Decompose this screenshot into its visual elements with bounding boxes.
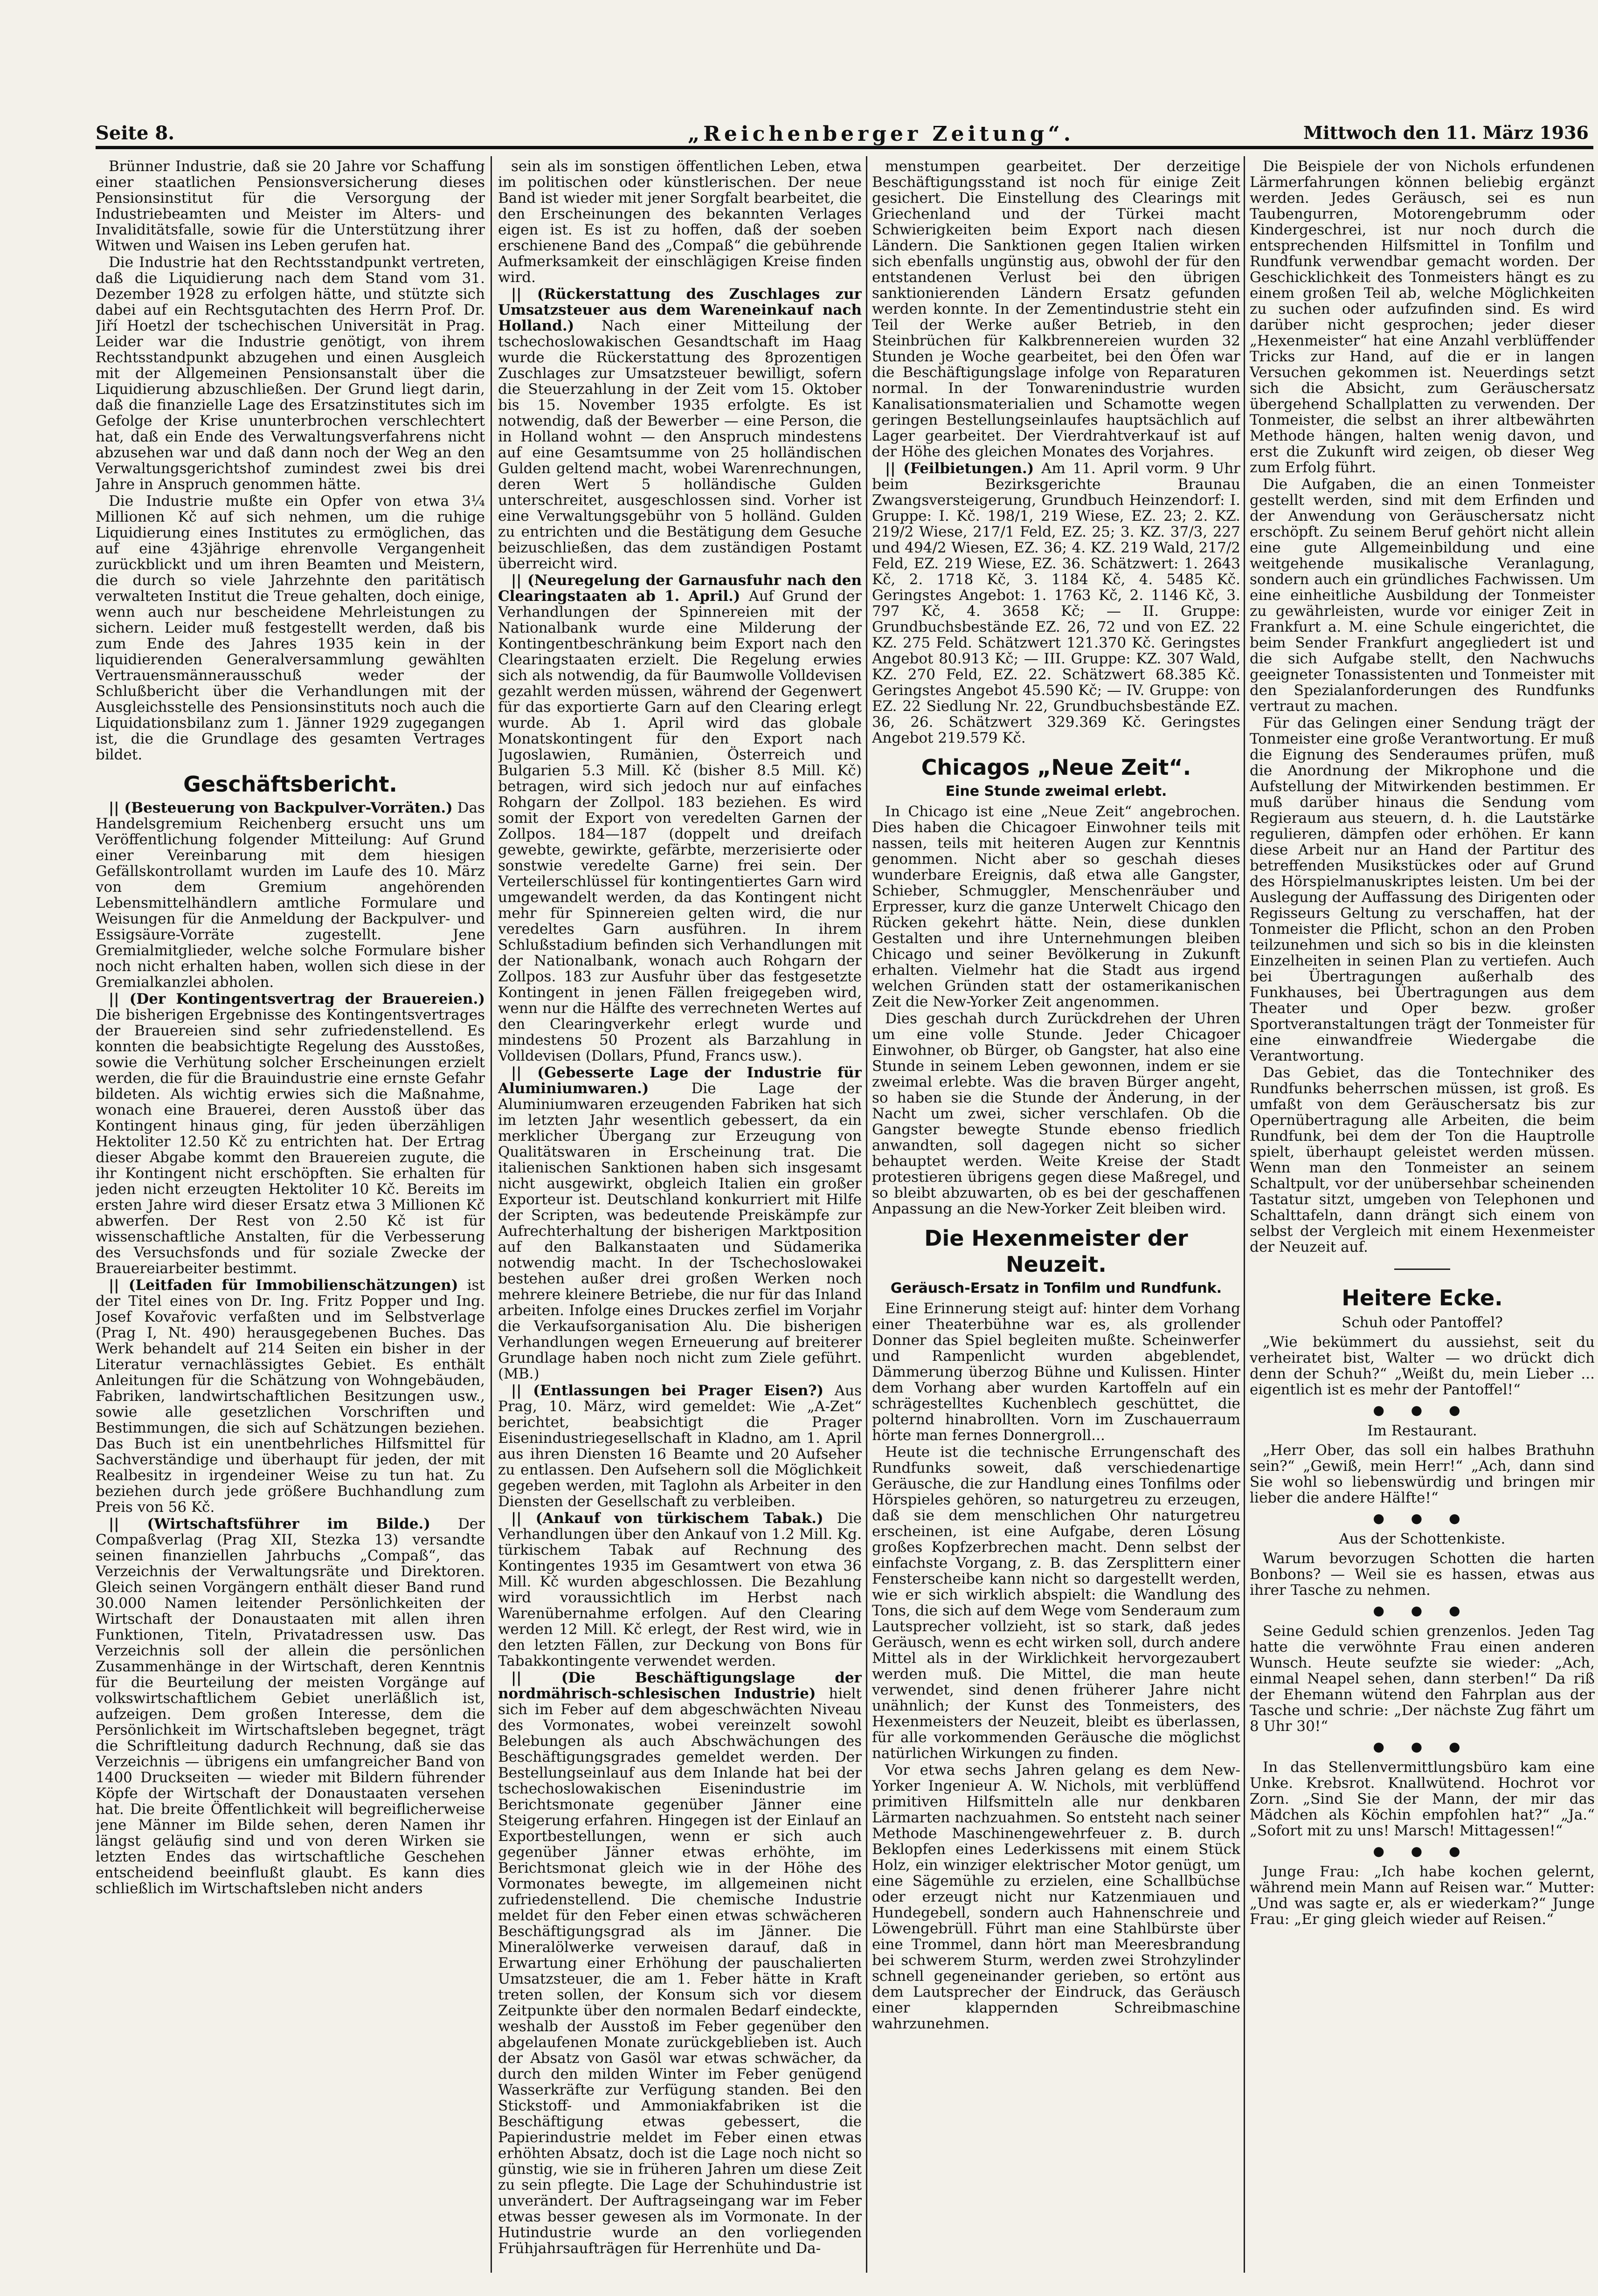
article-subheading: Geräusch-Ersatz in Tonfilm und Rundfunk. xyxy=(890,1280,1222,1296)
item-headline: || (Ankauf von türkischem Tabak.) xyxy=(511,1510,823,1527)
article-paragraph: menstumpen gearbeitet. Der derzeitige Beschäftigungsstand ist noch für einige Zeit gesichert. Die Einstellung des Clearings mit Griechenland und der Türkei macht Schwierigkeiten beim Export nach diesen Ländern. Die Sanktionen gegen Italien wirken sich ebenfalls ungünstig aus, obwohl der für den entstandenen Verlust bei den übrigen sanktionierenden Ländern Ersatz gefunden werden konnte. In der Zementindustrie steht ein Teil der Werke außer Betrieb, in den Steinbrüchen für Kalkbrennereien wurden 32 Stunden je Woche gearbeitet, bei den Öfen war die Beschäftigungslage infolge von Reparaturen normal. In der Tonwarenindustrie wurden Kanalisationsmaterialien und Schamotte wegen geringen Bestellungseinlaufes hauptsächlich auf Lager gearbeitet. Der Vierdrahtverkauf ist auf der Höhe des gleichen Monates des Vorjahres. xyxy=(872,159,1240,460)
news-item xyxy=(96,1277,485,1515)
news-item xyxy=(872,461,1240,746)
news-item xyxy=(498,1383,862,1510)
star-separator: ● ● ● xyxy=(1373,1843,1472,1859)
article-paragraph: Die Beispiele der von Nichols erfundenen Lärmerfahrungen können beliebig ergänzt werden. Jedes Geräusch, sei es nun Taubengurren, Motorengebrumm oder Kindergeschrei, ist nur noch durch die entsprechenden Hilfsmittel in Tonfilm und Rundfunk verwendbar gemacht worden. Der Geschicklichkeit des Tonmeisters hängt es zu einem großen Teil ab, welche Möglichkeiten zu suchen oder aufzufinden sind. Es wird darüber nicht gesprochen; jeder dieser „Hexenmeister“ hat eine Anzahl verblüffender Tricks zur Hand, auf die er in langen Versuchen gekommen ist. Neuerdings setzt sich die Absicht, zum Geräuschersatz übergehend Schallplatten zu verwenden. Der Tonmeister, die selbst an ihrer altbewährten Methode hängen, halten wenig davon, und erst die Zukunft wird zeigen, ob dieser Weg zum Erfolg führt. xyxy=(1250,159,1595,476)
column-2 xyxy=(498,159,862,2270)
header-rule xyxy=(96,146,1593,149)
article-paragraph: Dies geschah durch Zurückdrehen der Uhren um eine volle Stunde. Jeder Chicagoer Einwohner, ob Bürger, ob Gangster, hat also eine Stunde in seinem Leben gewonnen, indem er sie zweimal erlebte. Was die braven Bürger angeht, so haben sie die Stunde der Änderung, in der Nacht um zwei, sicher verschlafen. Ob die Gangster bewegte Stunde ebenso friedlich anwandten, soll dagegen nicht so sicher behauptet werden. Weite Kreise der Stadt protestieren übrigens gegen diese Maßregel, und so bleibt abzuwarten, ob es bei der geschaffenen Anpassung an die New-Yorker Zeit bleiben wird. xyxy=(872,1010,1240,1217)
news-item xyxy=(498,572,862,1064)
article-paragraph: Die Industrie mußte ein Opfer von etwa 3¼ Millionen Kč auf sich nehmen, um die ruhige Liquidierung eines Institutes zu ermöglichen, das auf eine 43jährige ehrenvolle Vergangenheit zurückblickt und um ihren Beamten und Meistern, die durch so viele Jahrzehnte den paritätisch verwalteten Institut die Treue gehalten, doch einige, wenn auch nur bescheidene Mehrleistungen zu sichern. Leider muß festgestellt werden, daß bis zum Ende des Jahres 1935 kein in der liquidierenden Generalversammlung gewählten Vertrauensmännerausschuß weder der Schlußbericht über die Verhandlungen mit der Ausgleichsstelle des Pensionsinstituts noch auch die Liquidationsbilanz zum 1. Jänner 1929 zugegangen ist, die die Grundlage des gesamten Vertrages bildet. xyxy=(96,493,485,763)
item-headline: || (Der Kontingentsvertrag der Brauereien.) xyxy=(109,991,485,1007)
item-headline: || (Entlassungen bei Prager Eisen?) xyxy=(511,1382,824,1399)
article-subheading: Eine Stunde zweimal erlebt. xyxy=(945,783,1167,800)
joke-title: Schuh oder Pantoffel? xyxy=(1342,1314,1503,1331)
item-headline: || (Neuregelung der Garnausfuhr nach den Clearingstaaten ab 1. April.) xyxy=(498,572,862,605)
item-text: Der Compaßverlag (Prag XII, Stezka 13) versandte seinen finanziellen Jahrbuchs „Compaß“, das Verzeichnis der Verwaltungsräte und Direktoren. Gleich seinen Vorgängern enthält dieser Band rund 30.000 Namen leitender Persönlichkeiten der Wirtschaft der Donaustaaten mit allen ihren Funktionen, Titeln, Privatadressen usw. Das Verzeichnis soll der allein die persönlichen Zusammenhänge in der Wirtschaft, deren Kenntnis für die Beurteilung der meisten Vorgänge auf volkswirtschaftlichem Gebiet unerläßlich ist, aufzeigen. Dem großen Interesse, dem die Persönlichkeit im Wirtschaftsleben begegnet, trägt die Schriftleitung dadurch Rechnung, daß sie das Verzeichnis — übrigens ein umfangreicher Band von 1400 Druckseiten — wieder mit Bildern führender Köpfe der Wirtschaft der Donaustaaten versehen hat. Die breite Öffentlichkeit will begreiflicherweise jene Männer im Bilde sehen, deren Namen ihr längst geläufig sind und von deren Wirken sie letzten Endes das wirtschaftliche Geschehen entscheidend beeinflußt glaubt. Es kann dies schließlich im Wirtschaftsleben nicht anders xyxy=(96,1516,485,1897)
article-paragraph: Die Industrie hat den Rechtsstandpunkt vertreten, daß die Liquidierung nach dem Stand vom 31. Dezember 1928 zu erfolgen hätte, und stützte sich dabei auf ein Rechtsgutachten des Herrn Prof. Dr. Jiří Hoetzl der tschechischen Universität in Prag. Leider war die Industrie genötigt, von ihrem Rechtsstandpunkt abzugehen und einen Ausgleich mit der Allgemeinen Pensionsanstalt über die Liquidierung abzuschließen. Der Grund liegt darin, daß die finanzielle Lage des Ersatzinstitutes sich im Gefolge der Krise ununterbrochen verschlechtert hat, daß ein Ende des Verwaltungsverfahrens nicht abzusehen war und daß dann noch der Weg an den Verwaltungsgerichtshof zumindest zwei bis drei Jahre in Anspruch genommen hätte. xyxy=(96,254,485,493)
item-text: Am 11. April vorm. 9 Uhr beim Bezirksgerichte Braunau Zwangsversteigerung, Grundbuch Heinzendorf: I. Gruppe: I. Kč. 198/1, 219 Wiese, EZ. 23; 2. KZ. 219/2 Wiese, 217/1 Feld, EZ. 25; 3. KZ. 37/3, 227 und 494/2 Wiesen, EZ. 36; 4. KZ. 219 Wald, 217/2 Feld, EZ. 219 Wiese, EZ. 36. Schätzwert: 1. 2643 Kč, 2. 1718 Kč, 3. 1184 Kč, 4. 5485 Kč. Geringstes Angebot: 1. 1763 Kč, 2. 1146 Kč, 3. 797 Kč, 4. 3658 Kč; — II. Gruppe: Grundbuchsbestände EZ. 26, 72 und von EZ. 22 KZ. 275 Feld. Schätzwert 121.370 Kč. Geringstes Angebot 80.913 Kč; — III. Gruppe: KZ. 307 Wald, KZ. 270 Feld, EZ. 22. Schätzwert 68.385 Kč. Geringstes Angebot 45.590 Kč; — IV. Gruppe: von EZ. 22 Siedlung Nr. 22, Grundbuchsbestände EZ. 36, 26. Schätzwert 329.369 Kč. Geringstes Angebot 219.579 Kč. xyxy=(872,460,1240,746)
item-headline: || (Leitfaden für Immobilienschätzungen) xyxy=(109,1277,458,1294)
column-4 xyxy=(1250,159,1595,2270)
item-headline: || (Die Beschäftigungslage der nordmährisch-schlesischen Industrie) xyxy=(498,1669,862,1702)
article-paragraph: Brünner Industrie, daß sie 20 Jahre vor Schaffung einer staatlichen Pensionsversicherung dieses Pensionsinstitut für die Versorgung der Industriebeamten und Meister im Alters- und Invaliditätsfalle, sowie für die Unterstützung ihrer Witwen und Waisen ins Leben gerufen hat. xyxy=(96,159,485,254)
article-paragraph: Die Aufgaben, die an einen Tonmeister gestellt werden, sind mit dem Erfinden und der Anwendung von Geräuschersatz nicht erschöpft. Zu seinem Beruf gehört nicht allein eine gute Allgemeinbildung und eine weitgehende musikalische Veranlagung, sondern auch ein gründliches Fachwissen. Um eine einheitliche Ausbildung der Tonmeister zu gewährleisten, wurde vor einiger Zeit in Frankfurt a. M. eine Schule eingerichtet, die beim Sender Frankfurt angegliedert ist und die sich Aufgabe stellt, den Nachwuchs geeigneter Tonassistenten und Tonmeister mit den Spezialanforderungen des Rundfunks vertraut zu machen. xyxy=(1250,476,1595,715)
joke-title: Im Restaurant. xyxy=(1367,1422,1477,1439)
news-item xyxy=(96,800,485,990)
star-separator: ● ● ● xyxy=(1373,1739,1472,1754)
joke-title: Aus der Schottenkiste. xyxy=(1339,1531,1506,1547)
newspaper-title: „Reichenberger Zeitung“. xyxy=(688,122,1075,146)
item-headline: || (Feilbietungen.) xyxy=(885,460,1034,477)
star-separator: ● ● ● xyxy=(1373,1510,1472,1526)
news-item xyxy=(96,1516,485,1896)
article-paragraph: Heute ist die technische Errungenschaft des Rundfunks soweit, daß verschiedenartige Geräusche, die zur Handlung eines Tonfilms oder Hörspieles gehören, so naturgetreu zu erzeugen, daß sie dem menschlichen Ohr naturgetreu erscheinen, ist eine Aufgabe, deren Lösung großes Kopfzerbrechen macht. Denn selbst der einfachste Vorgang, z. B. das Zersplittern einer Fensterscheibe kann nicht so dargestellt werden, wie er sich wirklich abspielt: die Wandlung des Tons, die sich auf dem Wege vom Senderaum zum Lautsprecher vollzieht, ist so stark, daß jedes Geräusch, wenn es echt wirken soll, durch andere Mittel als in der Wirklichkeit hervorgezaubert werden muß. Die Mittel, die man heute verwendet, sind denen früherer Jahre nicht unähnlich; der Kunst des Tonmeisters, des Hexenmeisters der Neuzeit, bleibt es überlassen, für alle vorkommenden Geräusche die möglichst natürlichen Wirkungen zu finden. xyxy=(872,1444,1240,1762)
column-divider xyxy=(1244,156,1245,2273)
issue-date: Mittwoch den 11. März 1936 xyxy=(1303,122,1589,143)
section-heading: Heitere Ecke. xyxy=(1342,1285,1503,1310)
joke-text: Warum bevorzugen Schotten die harten Bonbons? — Weil sie es hassen, etwas aus ihrer Tasche zu nehmen. xyxy=(1250,1550,1595,1599)
article-paragraph: sein als im sonstigen öffentlichen Leben, etwa im politischen oder künstlerischen. Der neue Band ist wieder mit jener Sorgfalt bearbeitet, die den Erscheinungen des bekannten Verlages eigen ist. Es ist zu hoffen, daß der soeben erschienene Band des „Compaß“ die gebührende Aufmerksamkeit der einschlägigen Kreise finden wird. xyxy=(498,159,862,286)
column-1 xyxy=(96,159,485,2270)
news-item xyxy=(498,1670,862,2256)
column-3 xyxy=(872,159,1240,2270)
item-text: Nach einer Mitteilung der tschechoslowakischen Gesandtschaft im Haag wurde die Rückerstattung des 8prozentigen Zuschlages zur Umsatzsteuer bewilligt, sofern die Steuerzahlung in der Zeit vom 15. Oktober bis 15. November 1935 erfolgte. Es ist notwendig, daß der Bewerber — eine Person, die in Holland wohnt — den Anspruch mindestens auf eine Gesamtsumme von 25 holländischen Gulden geltend macht, wobei Warenrechnungen, deren Wert 5 holländische Gulden unterschreitet, ausgeschlossen sind. Vorher ist eine Verwaltungsgebühr von 5 holländ. Gulden zu entrichten und die Bestätigung dem Gesuche beizuschließen, das dem zuständigen Postamt überreicht wird. xyxy=(498,317,862,572)
item-headline: || (Rückerstattung des Zuschlages zur Umsatzsteuer aus dem Wareneinkauf nach Holland.) xyxy=(498,286,862,334)
article-heading: Die Hexenmeister der Neuzeit. xyxy=(924,1226,1188,1277)
section-heading: Geschäftsbericht. xyxy=(183,772,397,797)
article-heading: Chicagos „Neue Zeit“. xyxy=(921,755,1191,780)
joke-text: „Wie bekümmert du aussiehst, seit du verheiratet bist, Walter — wo drückt dich denn der Schuh?“ „Weißt du, mein Lieber ... eigentlich ist es mehr der Pantoffel!“ xyxy=(1250,1334,1595,1398)
star-separator: ● ● ● xyxy=(1373,1402,1472,1418)
news-item xyxy=(96,991,485,1276)
article-paragraph: Vor etwa sechs Jahren gelang es dem New-Yorker Ingenieur A. W. Nichols, mit verblüffend primitiven Hilfsmitteln alle nur denkbaren Lärmarten nachzuahmen. So entsteht nach seiner Methode Maschinengewehrfeuer z. B. durch Beklopfen eines Lederkissens mit einem Stück Holz, ein winziger elektrischer Motor genügt, um eine Sägemühle zu erzielen, eine Schallbüchse oder erzeugt nicht nur Katzenmiauen und Hundegebell, sondern auch Hahnenschreie und Löwengebrüll. Führt man eine Stahlbürste über eine Trommel, dann hört man Meeresbrandung bei schwerem Sturm, werden zwei Strohzylinder schnell gegeneinander gerieben, so ertönt aus dem Lautsprecher der Eindruck, das Geräusch einer klappernden Schreibmaschine wahrzunehmen. xyxy=(872,1762,1240,2032)
joke-text: Junge Frau: „Ich habe kochen gelernt, während mein Mann auf Reisen war.“ Mutter: „Und was sagte er, als er wiederkam?“ Junge Frau: „Er ging gleich wieder auf Reisen.“ xyxy=(1250,1863,1595,1928)
article-paragraph: In Chicago ist eine „Neue Zeit“ angebrochen. Dies haben die Chicagoer Einwohner teils mit nassen, teils mit heiteren Augen zur Kenntnis genommen. Nicht aber so geschah dieses wunderbare Ereignis, daß etwa alle Gangster, Schieber, Schmuggler, Menschenräuber und Erpresser, kurz die ganze Unterwelt Chicago den Rücken gekehrt hätte. Nein, diese dunklen Gestalten und ihre Unternehmungen bleiben Chicago und seiner Bevölkerung in Zukunft erhalten. Vielmehr hat die Stadt aus irgend welchen Gründen statt der ostamerikanischen Zeit die New-Yorker Zeit angenommen. xyxy=(872,803,1240,1010)
joke-text: „Herr Ober, das soll ein halbes Brathuhn sein?“ „Gewiß, mein Herr!“ „Ach, dann sind Sie wohl so liebenswürdig und bringen mir lieber die andere Hälfte!“ xyxy=(1250,1442,1595,1506)
star-separator: ● ● ● xyxy=(1373,1603,1472,1618)
item-text: Aus Prag, 10. März, wird gemeldet: Wie „A-Zet“ berichtet, beabsichtigt die Prager Eisenindustriegesellschaft in Kladno, am 1. April aus ihren Diensten 16 Beamte und 20 Aufseher zu entlassen. Den Aufsehern soll die Möglichkeit gegeben werden, mit Taglohn als Arbeiter in den Diensten der Gesellschaft zu verbleiben. xyxy=(498,1382,862,1510)
column-divider xyxy=(491,156,492,2273)
column-divider xyxy=(866,156,867,2273)
item-headline: || (Wirtschaftsführer im Bilde.) xyxy=(109,1516,430,1532)
item-text: Das Handelsgremium Reichenberg ersucht uns um Veröffentlichung folgender Mitteilung: Auf Grund einer Vereinbarung mit dem hiesigen Gefällskontrollamt wurden im Laufe des 10. März von dem Gremium angehörenden Lebensmittelhändlern amtliche Formulare und Weisungen für die Anmeldung der Backpulver- und Essigsäure-Vorräte zugestellt. Jene Gremialmitglieder, welche solche Formulare bisher noch nicht erhalten haben, wollen sich diese in der Gremialkanzlei abholen. xyxy=(96,800,485,991)
article-paragraph: Das Gebiet, das die Tontechniker des Rundfunks beherrschen müssen, ist groß. Es umfaßt von dem Geräuschersatz bis zur Opernübertragung alle Arbeiten, die beim Rundfunk, bei dem der Ton die Hauptrolle spielt, überhaupt geleistet werden müssen. Wenn man den Tonmeister an seinem Schaltpult, vor der unübersehbar scheinenden Tastatur sitzt, umgeben von Telephonen und Schalttafeln, dann drängt sich einem von selbst der Vergleich mit einem Hexenmeister der Neuzeit auf. xyxy=(1250,1064,1595,1255)
article-paragraph: Eine Erinnerung steigt auf: hinter dem Vorhang einer Theaterbühne war es, als grollender Donner das Spiel begleiten mußte. Scheinwerfer und Rampenlicht wurden abgeblendet, Dämmerung überzog Bühne und Kulissen. Hinter dem Vorhang aber wurden Kartoffeln auf ein schrägestelltes Kuchenblech geschüttet, die polternd hinabrollten. Vorn im Zuschauerraum hörte man fernes Donnergroll... xyxy=(872,1300,1240,1444)
item-text: Die bisherigen Ergebnisse des Kontingentsvertrages der Brauereien sind sehr zufriedenstellend. Es konnten die beabsichtigte Regelung des Ausstoßes, sowie die Verhütung solcher Erscheinungen erzielt werden, die für die Brauindustrie eine ernste Gefahr bildeten. Als wichtig erwies sich die Maßnahme, wonach eine Brauerei, deren Ausstoß über das Kontingent hinaus ging, für jeden überzähligen Hektoliter 12.50 Kč zu entrichten hat. Der Ertrag dieser Abgabe kommt den Brauereien zugute, die ihr Kontingent nicht erschöpften. Sie erhalten für jeden nicht erzeugten Hektoliter 10 Kč. Bereits im ersten Jahre wird dieser Ersatz etwa 3 Millionen Kč abwerfen. Der Rest von 2.50 Kč ist für wissenschaftliche Anstalten, für die Verbesserung des Versuchsfonds und für soziale Zwecke der Brauereiarbeiter bestimmt. xyxy=(96,1007,485,1277)
item-text: Die Lage der Aluminiumwaren erzeugenden Fabriken hat sich im letzten Jahr wesentlich gebessert, da ein merklicher Übergang zur Erzeugung von Qualitätswaren in Erscheinung trat. Die italienischen Sanktionen haben sich insgesamt nicht ausgewirkt, obgleich Italien ein großer Exporteur ist. Deutschland konkurriert mit Hilfe der Scripten, was bedeutende Preiskämpfe zur Aufrechterhaltung der bisherigen Marktposition auf den Balkanstaaten und Südamerika notwendig macht. In der Tschechoslowakei bestehen außer drei großen Werken noch mehrere kleinere Betriebe, die nur für das Inland arbeiten. Infolge eines Druckes zerfiel im Vorjahr die Verkaufsorganisation Alu. Die bisherigen Verhandlungen wegen Erneuerung auf breiterer Grundlage haben noch nicht zum Ziele geführt. (MB.) xyxy=(498,1080,862,1382)
news-item xyxy=(498,1065,862,1382)
article-paragraph: Für das Gelingen einer Sendung trägt der Tonmeister eine große Verantwortung. Er muß die Eignung des Senderaumes prüfen, muß die Anordnung der Mikrophone und die Aufstellung der Mitwirkenden bestimmen. Er muß darüber hinaus die Sendung vom Regieraum aus steuern, d. h. die Lautstärke regulieren, dämpfen oder erhöhen. Er kann diese Arbeit nur an Hand der Partitur des betreffenden Musikstückes oder auf Grund des Hörspielmanuskriptes leisten. Um bei der Auslegung der Auffassung des Dirigenten oder Regisseurs Geltung zu verschaffen, hat der Tonmeister die Pflicht, schon an den Proben teilzunehmen und sich so bis in die kleinsten Einzelheiten in seinen Plan zu vertiefen. Auch bei Übertragungen außerhalb des Funkhauses, bei Übertragungen aus dem Theater und Oper bezw. großer Sportveranstaltungen trägt der Tonmeister für eine einwandfreie Wiedergabe die Verantwortung. xyxy=(1250,715,1595,1064)
joke-text: In das Stellenvermittlungsbüro kam eine Unke. Krebsrot. Knallwütend. Hochrot vor Zorn. „Sind Sie der Mann, der mir das Mädchen als Köchin empfohlen hat?“ „Ja.“ „Sofort mit zu uns! Marsch! Mittagessen!“ xyxy=(1250,1759,1595,1839)
item-headline: || (Gebesserte Lage der Industrie für Aluminiumwaren.) xyxy=(498,1064,862,1097)
item-text: hielt sich im Feber auf dem abgeschwächten Niveau des Vormonates, wobei vereinzelt sowohl Belebungen als auch Abschwächungen des Beschäftigungsgrades gemeldet werden. Der Bestellungseinlauf aus dem Inlande hat bei der tschechoslowakischen Eisenindustrie im Berichtsmonate gegenüber Jänner eine Steigerung erfahren. Hingegen ist der Einlauf an Exportbestellungen, wenn er sich auch gegenüber Jänner etwas erhöhte, im Berichtsmonat gleich wie in der Höhe des Vormonates bewegte, im allgemeinen nicht zufriedenstellend. Die chemische Industrie meldet für den Feber einen etwas schwächeren Beschäftigungsgrad als im Jänner. Die Mineralölwerke verweisen darauf, daß in Erwartung einer Erhöhung der pauschalierten Umsatzsteuer, die am 1. Feber hätte in Kraft treten sollen, der Konsum sich vor diesem Zeitpunkte über den normalen Bedarf eindeckte, weshalb der Ausstoß im Feber gegenüber den abgelaufenen Monate zurückgeblieben ist. Auch der Absatz von Gasöl war etwas schwächer, da durch den milden Winter im Feber genügend Wasserkräfte zur Verfügung standen. Bei den Stickstoff- und Ammoniakfabriken ist die Beschäftigung etwas gebessert, die Papierindustrie meldet im Feber einen etwas erhöhten Absatz, doch ist die Lage noch nicht so günstig, wie sie in früheren Jahren um diese Zeit zu sein pflegte. Die Lage der Schuhindustrie ist unverändert. Der Auftragseingang war im Feber etwas besser gewesen als im Vormonate. In der Hutindustrie wurde an den vorliegenden Frühjahrsaufträgen für Herrenhüte und Da- xyxy=(498,1685,862,2257)
item-text: ist der Titel eines von Dr. Ing. Fritz Popper und Ing. Josef Kovařovic verfaßten und im Selbstverlage (Prag I, Nt. 490) herausgegebenen Buches. Das Werk behandelt auf 214 Seiten ein bisher in der Literatur vernachlässigtes Gebiet. Es enthält Anleitungen für die Schätzung von Wohngebäuden, Fabriken, landwirtschaftlichen Besitzungen usw., sowie alle gesetzlichen Vorschriften und Bestimmungen, die sich auf Schätzungen beziehen. Das Buch ist ein unentbehrliches Hilfsmittel für Sachverständige und überhaupt für jeden, der mit Realbesitz in irgendeiner Weise zu tun hat. Zu beziehen durch jede größere Buchhandlung zum Preis von 56 Kč. xyxy=(96,1277,485,1516)
news-item xyxy=(498,1510,862,1669)
page-number: Seite 8. xyxy=(96,122,175,144)
joke-text: Seine Geduld schien grenzenlos. Jeden Tag hatte die verwöhnte Frau einen anderen Wunsch. Heute seufzte sie wieder: „Ach, einmal Neapel sehen, dann sterben!“ Da riß der Ehemann wütend den Fahrplan aus der Tasche und schrie: „Der nächste Zug fährt um 8 Uhr 30!“ xyxy=(1250,1623,1595,1735)
item-headline: || (Besteuerung von Backpulver-Vorräten.) xyxy=(109,800,453,816)
item-text: Auf Grund der Verhandlungen der Spinnereien mit der Nationalbank wurde eine Milderung der Kontingentbeschränkung beim Export nach den Clearingstaaten erzielt. Die Regelung erwies sich als notwendig, da für Baumwolle Volldevisen gezahlt werden müssen, während der Gegenwert für das exportierte Garn auf den Clearing erlegt wurde. Ab 1. April wird das globale Monatskontingent für den Export nach Jugoslawien, Rumänien, Österreich und Bulgarien 5.3 Mill. Kč (bisher 8.5 Mill. Kč) betragen, wird sich jedoch nur auf einfaches Rohgarn der Zollpol. 183 beziehen. Es wird somit der Export von veredelten Garnen der Zollpos. 184—187 (doppelt und dreifach gewebte, gewirkte, gefärbte, merzerisierte oder sonstwie veredelte Garne) frei sein. Der Verteilerschlüssel für kontingentiertes Garn wird umgewandelt werden, da das Kontingent nicht mehr für Spinnereien gelten wird, die nur veredeltes Garn ausführen. In ihrem Schlußstadium befinden sich Verhandlungen mit der Nationalbank, wonach auch Rohgarn der Zollpos. 183 zur Ausfuhr über das festgesetzte Kontingent in jenen Fällen freigegeben wird, wenn nur die Hälfte des verrechneten Wertes auf den Clearingverkehr erlegt wurde und mindestens 50 Prozent als Barzahlung in Volldevisen (Dollars, Pfund, Francs usw.). xyxy=(498,588,862,1064)
item-text: Die Verhandlungen über den Ankauf von 1.2 Mill. Kg. türkischem Tabak auf Rechnung des Kontingentes 1935 im Gesamtwert von etwa 36 Mill. Kč wurden abgeschlossen. Die Bezahlung wird voraussichtlich im Herbst nach Warenübernahme erfolgen. Auf den Clearing werden 12 Mill. Kč erlegt, der Rest wird, wie in den letzten Fällen, zur Deckung von Bons für Tabakkontingente verwendet werden. xyxy=(498,1510,862,1669)
news-item xyxy=(498,286,862,572)
separator-rule xyxy=(1250,1261,1595,1276)
